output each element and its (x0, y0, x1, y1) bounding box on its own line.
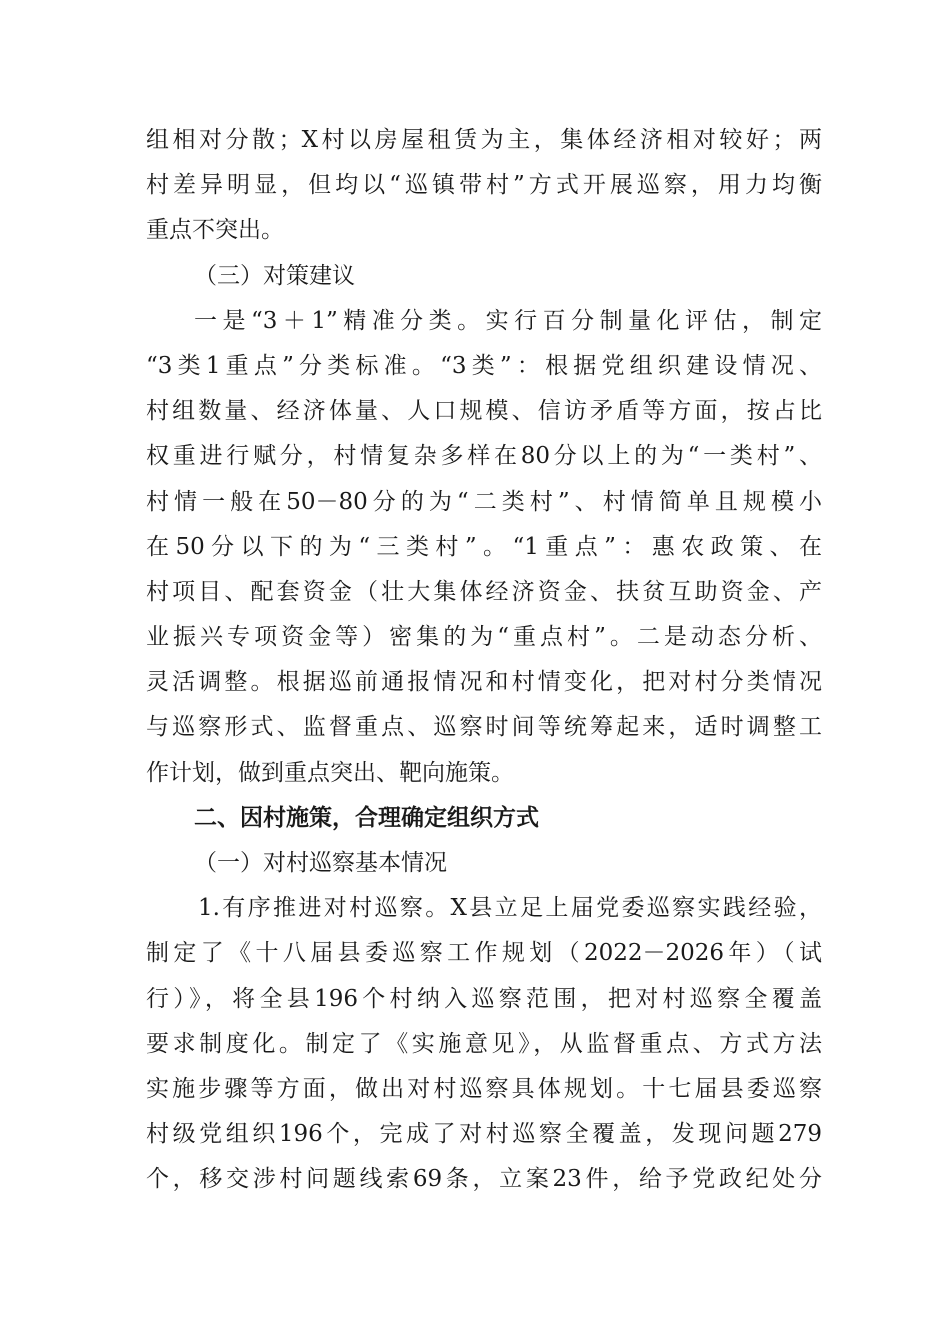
paragraph-line: 作计划，做到重点突出、靶向施策。 (146, 759, 514, 786)
section-heading-1: （一）对村巡察基本情况 (194, 850, 447, 876)
paragraph-line: 在50分以下的为“三类村”。“1重点”：惠农政策、在 (146, 533, 822, 560)
paragraph-line: 业振兴专项资金等）密集的为“重点村”。二是动态分析、 (146, 624, 822, 651)
section-heading-3: （三）对策建议 (194, 262, 355, 289)
paragraph-line: 组相对分散；X村以房屋租赁为主，集体经济相对较好；两 (146, 127, 822, 153)
paragraph-line: 制定了《十八届县委巡察工作规划（2022－2026年）（试 (146, 940, 822, 967)
section-heading-2: 二、因村施策，合理确定组织方式 (194, 804, 539, 831)
paragraph-line: 一是“3＋1”精准分类。实行百分制量化评估，制定 (194, 307, 822, 334)
paragraph-line: 权重进行赋分，村情复杂多样在80分以上的为“一类村”、 (146, 443, 822, 470)
document-page (146, 118, 822, 1203)
paragraph-line: 实施步骤等方面，做出对村巡察具体规划。十七届县委巡察 (146, 1075, 822, 1102)
paragraph-line: 村级党组织196个，完成了对村巡察全覆盖，发现问题279 (146, 1121, 822, 1148)
paragraph-line: 行）》，将全县196个村纳入巡察范围，把对村巡察全覆盖 (146, 985, 822, 1012)
paragraph-line: 要求制度化。制定了《实施意见》，从监督重点、方式方法 (146, 1030, 822, 1057)
paragraph-line: 村情一般在50－80分的为“二类村”、村情简单且规模小 (146, 488, 822, 515)
paragraph-line: 重点不突出。 (146, 217, 284, 244)
paragraph-line: 村差异明显，但均以“巡镇带村”方式开展巡察，用力均衡 (146, 172, 822, 199)
paragraph-line: 村组数量、经济体量、人口规模、信访矛盾等方面，按占比 (146, 398, 822, 425)
paragraph-line: 个，移交涉村问题线索69条，立案23件，给予党政纪处分 (146, 1166, 822, 1193)
paragraph-line: 灵活调整。根据巡前通报情况和村情变化，把对村分类情况 (146, 669, 822, 696)
paragraph-line: 1.有序推进对村巡察。X县立足上届党委巡察实践经验， (198, 895, 822, 922)
paragraph-line: 与巡察形式、监督重点、巡察时间等统筹起来，适时调整工 (146, 714, 822, 741)
paragraph-line: “3类1重点”分类标准。“3类”：根据党组织建设情况、 (146, 352, 822, 379)
paragraph-line: 村项目、配套资金（壮大集体经济资金、扶贫互助资金、产 (146, 578, 822, 605)
